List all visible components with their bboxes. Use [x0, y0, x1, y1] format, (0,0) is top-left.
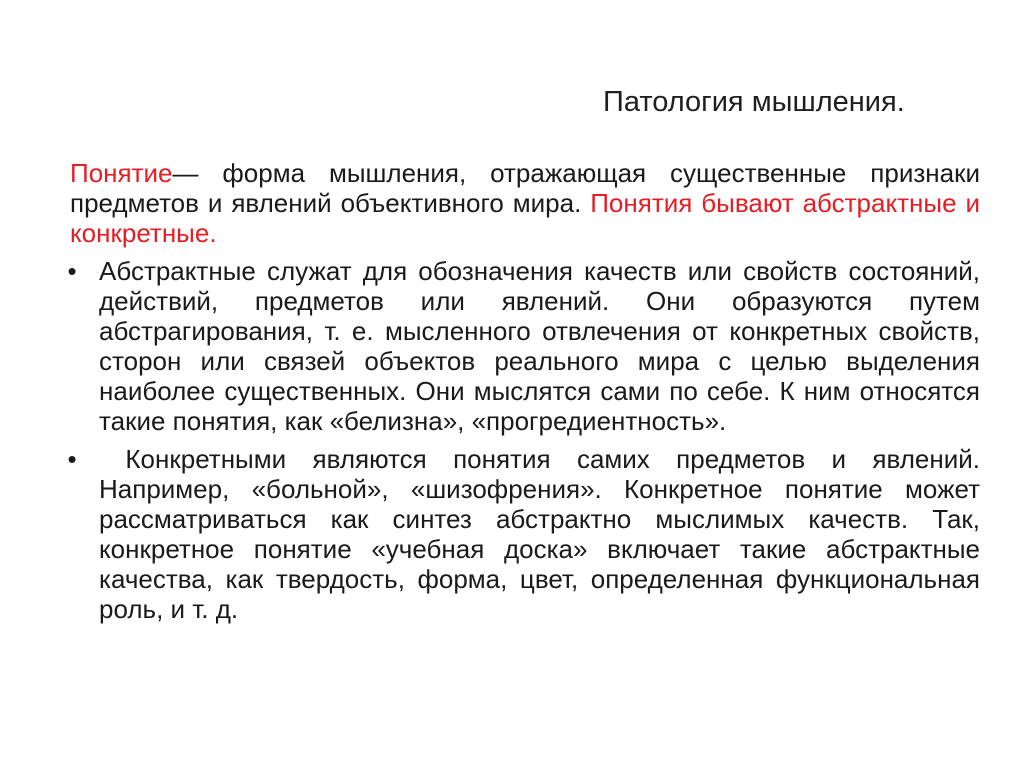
bullet-icon: •	[67, 256, 77, 286]
bullet-list	[67, 256, 988, 624]
bullet-text: Абстрактные служат для обозначения качеств или свойств состояний, действий, предметов или явлений. Они образуются путем абстрагирования, т. е. мысленного отвлечения от конкретных свойств, сторон или связей объектов реального мира с целью выделения наиболее существенных. Они мыслятся сами по себе. К ним относятся такие понятия, как «белизна», «прогредиентность».	[99, 256, 980, 436]
definition-term: Понятие	[70, 158, 173, 188]
bullet-text: Конкретными являются понятия самих предметов и явлений. Например, «больной», «шизофрения». Конкретное понятие может рассматриваться как синтез абстрактно мыслимых качеств. Так, конкретное понятие «учебная доска» включает такие абстрактные качества, как твердость, форма, цвет, определенная функциональная роль, и т. д.	[99, 444, 988, 624]
slide-title: Патология мышления.	[603, 86, 905, 118]
slide-content	[67, 158, 988, 632]
definition-highlight: Понятия бывают абстрактные и конкретные.	[70, 188, 980, 248]
bullet-icon: •	[67, 444, 77, 474]
bullet-item-abstract	[67, 256, 980, 436]
definition-body: — форма мышления, отражающая существенные признаки предметов и явлений объективного мира.	[70, 158, 980, 218]
bullet-item-concrete	[67, 444, 988, 624]
definition-paragraph	[70, 158, 980, 248]
